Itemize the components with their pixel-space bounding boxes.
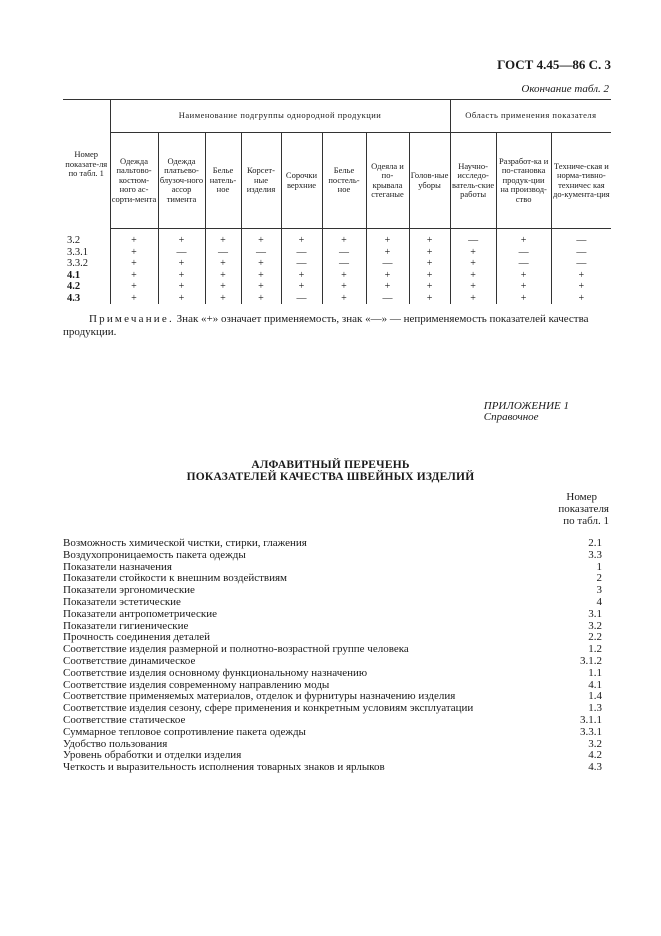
table-corner-header: Номер показате-ля по табл. 1 [63, 100, 110, 229]
table-cell: + [366, 281, 409, 293]
item-number: 2.1 [588, 537, 602, 549]
table-cell: + [450, 293, 496, 305]
row-number: 4.1 [63, 270, 110, 282]
item-number: 3 [596, 584, 602, 597]
item-name: Возможность химической чистки, стирки, глажения [63, 537, 307, 549]
column-header: Одеяла и по-крывала стеганые [366, 133, 409, 229]
table-cell: + [409, 293, 450, 305]
item-number: 3.2 [588, 619, 602, 632]
row-number: 3.3.2 [63, 258, 110, 270]
item-number: 3.1 [588, 607, 602, 620]
table-cell: + [496, 293, 551, 305]
table-cell: + [110, 258, 158, 270]
column-header: Белье постель-ное [322, 133, 366, 229]
index-title-line-2: ПОКАЗАТЕЛЕЙ КАЧЕСТВА ШВЕЙНЫХ ИЗДЕЛИЙ [186, 471, 475, 483]
item-number: 4.1 [588, 678, 602, 691]
table-cell: + [241, 281, 281, 293]
table-cell: + [409, 229, 450, 247]
table-cell: — [576, 246, 587, 258]
column-header: Сорочки верхние [281, 133, 322, 229]
item-name: Показатели антропометрические [63, 607, 218, 620]
table-cell: + [450, 247, 496, 259]
table-cell: — [205, 247, 241, 259]
table-cell: + [110, 247, 158, 259]
table-cell: + [110, 281, 158, 293]
table-row [63, 258, 611, 270]
column-header: Белье натель-ное [205, 133, 241, 229]
list-item [63, 656, 611, 668]
table-note [63, 313, 611, 339]
list-item [63, 668, 611, 680]
table-cell: — [158, 247, 205, 259]
table-cell: + [241, 258, 281, 270]
table-cell: + [366, 270, 409, 282]
table-cell: + [496, 229, 551, 247]
table-cell: + [322, 270, 366, 282]
item-number: 1 [596, 560, 602, 573]
table-row [63, 229, 611, 247]
note-label: Примечание. [89, 313, 174, 325]
table-cell: + [110, 270, 158, 282]
table-cell: — [281, 293, 322, 305]
table-cell: + [409, 281, 450, 293]
table-cell: — [241, 247, 281, 259]
table-cell: + [158, 229, 205, 247]
appendix-title: ПРИЛОЖЕНИЕ 1 [483, 400, 569, 412]
applicability-table [63, 99, 611, 304]
table-cell: + [241, 229, 281, 247]
table-cell: + [110, 293, 158, 305]
index-title-line-1: АЛФАВИТНЫЙ ПЕРЕЧЕНЬ [251, 459, 410, 471]
table-cell: — [450, 229, 496, 247]
table-continuation-label: Окончание табл. 2 [521, 83, 609, 95]
row-number: 4.3 [63, 293, 110, 305]
note-text: Знак «+» означает применяемость, знак «—» — неприменяемость показателей качества продукции. [63, 313, 589, 338]
item-name: Уровень обработки и отделки изделия [63, 749, 242, 762]
table-cell: + [205, 258, 241, 270]
item-number: 3.1.2 [580, 654, 602, 667]
item-number: 4 [596, 595, 602, 608]
column-header: Научно-исследо-ватель-ские работы [450, 133, 496, 229]
table-cell: — [576, 235, 587, 247]
table-cell: + [450, 258, 496, 270]
table-cell: + [322, 229, 366, 247]
table-cell: + [578, 281, 585, 293]
item-name: Показатели стойкости к внешним воздействиям [63, 572, 288, 585]
list-item [63, 715, 611, 727]
table-cell: + [158, 270, 205, 282]
item-name: Соответствие статическое [63, 713, 186, 726]
row-number: 3.2 [63, 229, 110, 247]
item-name: Соответствие изделия современному направлению моды [63, 678, 330, 691]
item-number: 2 [596, 572, 602, 585]
table-cell: + [205, 270, 241, 282]
table-cell: — [496, 247, 551, 259]
table-cell: — [281, 247, 322, 259]
item-number: 1.1 [588, 666, 602, 679]
item-name: Показатели гигиенические [63, 619, 189, 632]
table-cell: + [322, 293, 366, 305]
list-item [63, 609, 611, 621]
col-header-line-2: показателя [558, 503, 609, 515]
table-cell: + [496, 270, 551, 282]
table-cell: + [241, 293, 281, 305]
table-cell: + [205, 281, 241, 293]
table-cell: — [322, 247, 366, 259]
table-cell: + [366, 229, 409, 247]
table-cell: + [158, 258, 205, 270]
appendix-subtitle: Справочное [483, 411, 539, 423]
table-cell: + [450, 281, 496, 293]
table-row [63, 270, 611, 282]
list-item [63, 727, 611, 739]
item-name: Показатели назначения [63, 560, 172, 573]
item-number: 1.2 [588, 643, 602, 656]
item-name: Суммарное тепловое сопротивление пакета одежды [63, 725, 306, 738]
table-cell: + [578, 269, 585, 281]
table-cell: — [281, 258, 322, 270]
list-item [63, 550, 611, 562]
column-header: Корсет-ные изделия [241, 133, 281, 229]
table-cell: + [158, 293, 205, 305]
item-number: 2.2 [588, 631, 602, 644]
col-header-line-1: Номер [566, 491, 597, 503]
table-cell: + [322, 281, 366, 293]
table-cell: + [409, 270, 450, 282]
column-header: Одежда платьево-блузоч-ного ассор тимента [158, 133, 205, 229]
table-cell: + [110, 229, 158, 247]
item-name: Воздухопроницаемость пакета одежды [63, 548, 246, 561]
item-name: Соответствие применяемых материалов, отделок и фурнитуры назначению изделия [63, 690, 456, 703]
item-number: 3.1.1 [580, 713, 602, 726]
table-cell: + [281, 270, 322, 282]
table-row [63, 281, 611, 293]
table-cell: — [576, 258, 587, 270]
table-cell: + [409, 247, 450, 259]
item-number: 3.3.1 [580, 725, 602, 738]
item-name: Четкость и выразительность исполнения товарных знаков и ярлыков [63, 761, 385, 774]
column-header: Одежда пальтово-костюм-ного ас-сорти-мента [110, 133, 158, 229]
item-name: Соответствие изделия сезону, сфере применения и конкретным условиям эксплуатации [63, 702, 474, 715]
table-cell: — [322, 258, 366, 270]
table-cell: — [496, 258, 551, 270]
item-number: 3.3 [588, 548, 602, 561]
table-cell: + [205, 293, 241, 305]
table-row [63, 247, 611, 259]
application-area-header: Область применения показателя [450, 100, 611, 133]
page-header-code: ГОСТ 4.45—86 С. 3 [497, 57, 611, 72]
table-cell: — [366, 293, 409, 305]
item-name: Показатели эргономические [63, 584, 195, 597]
table-cell: + [158, 281, 205, 293]
index-list [63, 538, 611, 774]
table-cell: + [241, 270, 281, 282]
item-number: 3.2 [588, 737, 602, 750]
list-item [63, 762, 611, 774]
item-name: Соответствие динамическое [63, 654, 196, 667]
item-name: Соответствие изделия размерной и полнотно-возрастной группе человека [63, 643, 409, 656]
table-cell: + [281, 229, 322, 247]
table-cell: + [409, 258, 450, 270]
item-number: 1.4 [588, 690, 602, 703]
table-row [63, 293, 611, 305]
row-number: 3.3.1 [63, 247, 110, 259]
row-number: 4.2 [63, 281, 110, 293]
appendix-label [484, 401, 569, 423]
table-cell: + [281, 281, 322, 293]
col-header-line-3: по табл. 1 [563, 515, 609, 527]
column-header: Голов-ные уборы [409, 133, 450, 229]
table-cell: + [205, 229, 241, 247]
list-item [63, 597, 611, 609]
table-cell: + [450, 270, 496, 282]
table-cell: + [578, 292, 585, 304]
item-name: Прочность соединения деталей [63, 631, 211, 644]
index-number-column-header [558, 491, 609, 527]
table-cell: + [496, 281, 551, 293]
table-cell: — [366, 258, 409, 270]
item-name: Удобство пользования [63, 737, 168, 750]
index-title [0, 459, 661, 483]
column-header: Техниче-ская и норма-тивно-техничес кая до-кумента-ция [551, 133, 611, 229]
item-number: 4.2 [588, 749, 602, 762]
item-name: Соответствие изделия основному функциональному назначению [63, 666, 368, 679]
table-cell: + [366, 247, 409, 259]
item-number: 4.3 [588, 761, 602, 774]
product-subgroup-header: Наименование подгруппы однородной продукции [110, 100, 450, 133]
column-header: Разработ-ка и по-становка продук-ции на производ-ство [496, 133, 551, 229]
item-number: 1.3 [588, 702, 602, 715]
item-name: Показатели эстетические [63, 595, 181, 608]
